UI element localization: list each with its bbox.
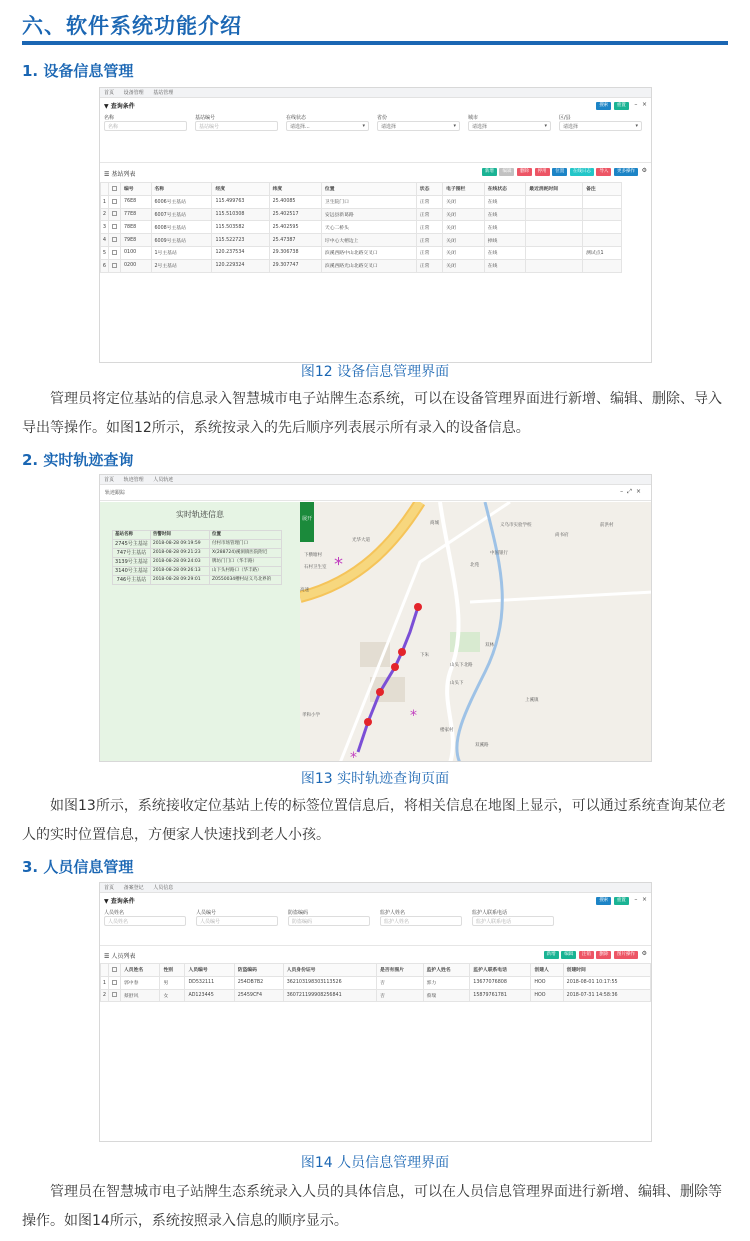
map-label: 下朱 — [420, 653, 429, 658]
list-icon: ☰ — [104, 953, 110, 960]
map-label: 上溪镇 — [525, 698, 539, 703]
breadcrumb-item[interactable]: 人员信息 — [153, 885, 174, 891]
col-header[interactable]: 编号 — [121, 183, 152, 196]
map-label: 光华大道 — [352, 538, 370, 543]
map-label: 下横塘村 — [304, 553, 322, 558]
table-cell: 卫生院门口 — [321, 195, 416, 208]
filter-label: 基站编号 — [195, 115, 216, 121]
filter-label: 监护人联系电话 — [472, 910, 508, 916]
row-checkbox[interactable] — [109, 195, 121, 208]
filter-label: 人员姓名 — [104, 910, 125, 916]
table-row[interactable] — [101, 195, 622, 208]
image-actions-button[interactable]: 图片操作 — [614, 951, 638, 959]
table-cell: 女 — [160, 989, 185, 1002]
map-label: 双溪路 — [475, 743, 489, 748]
filter-label: 城市 — [468, 115, 479, 121]
figure-12-screenshot — [99, 87, 652, 363]
filter-icon: ▼ — [104, 103, 109, 110]
table-cell: 6006号主基站 — [151, 195, 212, 208]
row-checkbox[interactable] — [109, 234, 121, 247]
table-cell: X(288724)溪洞镇医院附近 — [210, 549, 282, 558]
col-header[interactable]: 创建时间 — [563, 964, 650, 977]
filter-label: 人员编号 — [196, 910, 217, 916]
row-checkbox[interactable] — [109, 246, 121, 259]
row-number: 6 — [101, 259, 109, 272]
table-cell: HOO — [531, 989, 563, 1002]
name-input[interactable]: 名称 — [104, 121, 187, 131]
reset-button[interactable]: 重置 — [614, 102, 629, 110]
table-cell — [583, 208, 622, 221]
table-cell: 牌坊门门口（华丰路） — [210, 558, 282, 567]
table-cell: 1号主基站 — [151, 246, 212, 259]
table-cell: 25.40085 — [269, 195, 321, 208]
row-checkbox[interactable] — [109, 259, 121, 272]
table-row[interactable] — [101, 234, 622, 247]
table-cell: 2018-07-31 14:58:36 — [563, 989, 650, 1002]
figure-14-screenshot — [99, 882, 652, 1142]
table-cell: 蔡舒风 — [121, 989, 160, 1002]
col-header[interactable]: 监护人联系电话 — [470, 964, 531, 977]
breadcrumb-home[interactable]: 首页 — [104, 885, 115, 891]
svg-text:*: * — [410, 708, 417, 724]
col-header[interactable]: 状态 — [416, 183, 442, 196]
row-checkbox[interactable] — [109, 976, 121, 989]
col-header — [101, 183, 109, 196]
station-table — [100, 182, 622, 273]
table-cell: 6007号主基站 — [151, 208, 212, 221]
figure-13-caption: 图13 实时轨迹查询页面 — [300, 771, 450, 787]
table-cell: 关闭 — [443, 246, 485, 259]
table-cell: 否 — [376, 989, 423, 1002]
table-row[interactable] — [113, 576, 282, 585]
gear-icon[interactable]: ⚙ — [641, 167, 647, 174]
table-cell: 115.503582 — [212, 221, 269, 234]
table-cell: 掉线 — [484, 234, 526, 247]
map-label: 尚书府 — [555, 533, 569, 538]
delete-button[interactable]: 删除 — [517, 168, 532, 176]
row-checkbox[interactable] — [109, 208, 121, 221]
table-cell: 360721199908256841 — [283, 989, 376, 1002]
search-button[interactable]: 搜索 — [596, 897, 611, 905]
track-info-panel — [100, 502, 300, 762]
col-header[interactable]: 创建人 — [531, 964, 563, 977]
breadcrumb-item[interactable]: 基站管理 — [153, 90, 174, 96]
collapse-icon[interactable]: – — [634, 101, 638, 108]
svg-text:*: * — [334, 554, 343, 575]
map-label: 山头下 — [450, 681, 464, 686]
table-cell: 29.306738 — [269, 246, 321, 259]
table-cell: 254DB7B2 — [234, 976, 283, 989]
table-cell: 正常 — [416, 208, 442, 221]
guardian-name-input[interactable]: 监护人姓名 — [380, 916, 462, 926]
table-cell: 安远县新葛路 — [321, 208, 416, 221]
table-cell: 正常 — [416, 195, 442, 208]
table-row[interactable] — [113, 540, 282, 549]
row-number: 3140号主基站 — [113, 567, 151, 576]
paragraph-1: 管理员将定位基站的信息录入智慧城市电子站牌生态系统，可以在设备管理界面进行新增、编辑、删除、导入导出等操作。如图12所示，系统按录入的先后顺序列表展示所有录入的设备信息。 — [22, 391, 722, 436]
map-label: 双林 — [485, 643, 494, 648]
table-cell: 115.499763 — [212, 195, 269, 208]
close-icon[interactable]: × — [641, 896, 647, 903]
table-cell — [583, 221, 622, 234]
table-cell: 正常 — [416, 221, 442, 234]
table-cell: 2018-08-28 09:29:01 — [150, 576, 209, 585]
table-cell — [526, 208, 583, 221]
table-cell: 25.47387 — [269, 234, 321, 247]
table-cell: DD532111 — [185, 976, 234, 989]
filter-icon: ▼ — [104, 898, 109, 905]
table-cell: 0200 — [121, 259, 152, 272]
track-panel-title: 实时轨迹信息 — [176, 510, 224, 519]
section-divider — [22, 41, 728, 45]
table-cell: 2018-08-28 09:24:03 — [150, 558, 209, 567]
breadcrumb — [100, 883, 651, 893]
map-label: 石村卫生室 — [304, 565, 327, 570]
close-icon[interactable]: × — [641, 101, 647, 108]
col-header[interactable]: 经度 — [212, 183, 269, 196]
query-panel-title: ▼ 查询条件 — [104, 898, 135, 905]
table-cell: 0100 — [121, 246, 152, 259]
figure-14-caption: 图14 人员信息管理界面 — [300, 1155, 450, 1171]
edit-button[interactable]: 编辑 — [561, 951, 576, 959]
cancel-button[interactable]: 注销 — [579, 951, 594, 959]
svg-text:*: * — [350, 750, 357, 762]
table-cell: 在线 — [484, 221, 526, 234]
breadcrumb — [100, 475, 651, 485]
window-controls-icon[interactable]: –⤢× — [620, 488, 645, 495]
map-view[interactable] — [300, 502, 652, 762]
table-cell — [526, 195, 583, 208]
table-cell: 2018-08-28 09:21:23 — [150, 549, 209, 558]
filter-label: 名称 — [104, 115, 115, 121]
table-cell — [526, 221, 583, 234]
row-number: 2 — [101, 989, 109, 1002]
table-cell: 测试点1 — [583, 246, 622, 259]
table-cell: 在线 — [484, 208, 526, 221]
col-header[interactable]: 备注 — [583, 183, 622, 196]
table-cell: 2018-08-28 09:19:59 — [150, 540, 209, 549]
location-button[interactable]: 位置 — [552, 168, 567, 176]
person-code-input[interactable]: 人员编号 — [196, 916, 278, 926]
breadcrumb-home[interactable]: 首页 — [104, 477, 115, 483]
paragraph-2: 如图13所示，系统接收定位基站上传的标签位置信息后，将相关信息在地图上显示，可以通过系统查询某位老人的实时位置信息，方便家人快速找到老人小孩。 — [22, 798, 726, 843]
col-header: 基站名称 — [113, 531, 151, 540]
figure-13-screenshot — [99, 474, 652, 762]
table-cell: 关闭 — [443, 195, 485, 208]
breadcrumb — [100, 88, 651, 98]
track-table — [112, 530, 282, 585]
reset-button[interactable]: 重置 — [614, 897, 629, 905]
subsection-title-1: 1. 设备信息管理 — [22, 62, 134, 80]
table-cell — [526, 246, 583, 259]
gear-icon[interactable]: ⚙ — [641, 950, 647, 957]
map-label: 北苑 — [470, 563, 479, 568]
table-cell: 2018-08-01 10:17:55 — [563, 976, 650, 989]
antitheft-code-input[interactable]: 防盗编码 — [288, 916, 370, 926]
subsection-title-3: 3. 人员信息管理 — [22, 858, 134, 876]
table-cell — [583, 259, 622, 272]
search-button[interactable]: 搜索 — [596, 102, 611, 110]
select-all-checkbox[interactable] — [109, 964, 121, 977]
row-number: 1 — [101, 195, 109, 208]
table-cell: 正常 — [416, 246, 442, 259]
import-button[interactable]: 导入 — [596, 168, 611, 176]
col-header[interactable]: 位置 — [321, 183, 416, 196]
table-cell: AD123445 — [185, 989, 234, 1002]
table-row[interactable] — [101, 221, 622, 234]
row-checkbox[interactable] — [109, 989, 121, 1002]
row-number: 2745号主基站 — [113, 540, 151, 549]
table-cell: 关闭 — [443, 208, 485, 221]
table-cell: 正常 — [416, 234, 442, 247]
row-checkbox[interactable] — [109, 221, 121, 234]
table-cell: 362103198303113526 — [283, 976, 376, 989]
table-header — [101, 964, 651, 977]
filter-label: 防盗编码 — [288, 910, 309, 916]
map-label: 中国银行 — [490, 551, 508, 556]
table-cell: HOO — [531, 976, 563, 989]
subsection-title-2: 2. 实时轨迹查询 — [22, 451, 134, 469]
col-header[interactable]: 防盗编码 — [234, 964, 283, 977]
table-cell: 115.522723 — [212, 234, 269, 247]
table-cell: Z0550034槽村站义乌北界的 — [210, 576, 282, 585]
table-cell — [583, 234, 622, 247]
more-actions-button[interactable]: 更多操作 — [614, 168, 638, 176]
table-cell: 滨溪西路中山北路交叉口 — [321, 246, 416, 259]
table-cell: 78E8 — [121, 221, 152, 234]
table-cell: 滨溪西路光山北路交叉口 — [321, 259, 416, 272]
table-cell: 圩中心大榕边上 — [321, 234, 416, 247]
list-title: ☰ 人员列表 — [104, 953, 136, 960]
list-icon: ☰ — [104, 171, 110, 178]
row-number: 2 — [101, 208, 109, 221]
table-row[interactable] — [101, 989, 651, 1002]
table-row[interactable] — [101, 259, 622, 272]
table-cell: 在线 — [484, 195, 526, 208]
row-number: 5 — [101, 246, 109, 259]
map-label: 义乌市实验学校 — [500, 523, 532, 528]
table-row[interactable] — [101, 246, 622, 259]
table-cell: 79E8 — [121, 234, 152, 247]
disable-button[interactable]: 停用 — [535, 168, 550, 176]
table-cell: 男 — [160, 976, 185, 989]
table-cell: 在线 — [484, 246, 526, 259]
add-button[interactable]: 新增 — [482, 168, 497, 176]
breadcrumb-item[interactable]: 轨迹管理 — [123, 477, 144, 483]
table-row[interactable] — [113, 567, 282, 576]
table-cell: 否 — [376, 976, 423, 989]
row-number: 4 — [101, 234, 109, 247]
col-header[interactable]: 名称 — [151, 183, 212, 196]
filter-label: 监护人姓名 — [380, 910, 406, 916]
table-row[interactable] — [101, 208, 622, 221]
table-cell: 29.307747 — [269, 259, 321, 272]
table-cell: 关闭 — [443, 259, 485, 272]
map-label: 前洪村 — [600, 523, 614, 528]
row-number: 1 — [101, 976, 109, 989]
table-cell — [526, 259, 583, 272]
list-title: ☰ 基站列表 — [104, 171, 136, 178]
filter-label: 区/县 — [559, 115, 571, 121]
map-label: 山头下北路 — [450, 663, 473, 668]
section-title: 六、软件系统功能介绍 — [22, 14, 242, 38]
table-cell: 正常 — [416, 259, 442, 272]
map-label: 商城 — [430, 521, 439, 526]
table-row[interactable] — [113, 549, 282, 558]
province-select[interactable]: 请选择 ▾ — [377, 121, 460, 131]
breadcrumb-item[interactable]: 备案登记 — [123, 885, 144, 891]
col-header: 告警时间 — [150, 531, 209, 540]
col-header — [101, 964, 109, 977]
table-cell: 郭中春 — [121, 976, 160, 989]
col-header[interactable]: 人员姓名 — [121, 964, 160, 977]
table-cell: 76E8 — [121, 195, 152, 208]
breadcrumb-item[interactable]: 人员轨迹 — [153, 477, 174, 483]
col-header[interactable]: 最近消耗时间 — [526, 183, 583, 196]
person-table — [100, 963, 651, 1002]
col-header[interactable]: 人员身份证号 — [283, 964, 376, 977]
city-select[interactable]: 请选择 ▾ — [468, 121, 551, 131]
collapse-icon[interactable]: – — [634, 896, 638, 903]
col-header[interactable]: 电子围栏 — [443, 183, 485, 196]
row-number: 3 — [101, 221, 109, 234]
filter-label: 在线状态 — [286, 115, 307, 121]
select-all-checkbox[interactable] — [109, 183, 121, 196]
delete-button[interactable]: 删除 — [596, 951, 611, 959]
table-cell: 115.510308 — [212, 208, 269, 221]
table-cell: 25.402595 — [269, 221, 321, 234]
col-header: 位置 — [210, 531, 282, 540]
table-cell: 6008号主基站 — [151, 221, 212, 234]
table-cell: 13677076808 — [470, 976, 531, 989]
col-header[interactable]: 监护人姓名 — [423, 964, 470, 977]
map-label: 楼家村 — [440, 728, 454, 733]
col-header[interactable]: 人员编号 — [185, 964, 234, 977]
district-select[interactable]: 请选择 ▾ — [559, 121, 642, 131]
table-cell: 2018-08-28 09:26:13 — [150, 567, 209, 576]
table-cell: 山下头村路口（华丰路） — [210, 567, 282, 576]
expand-button[interactable]: 展开 — [302, 516, 313, 522]
col-header[interactable]: 在线状态 — [484, 183, 526, 196]
col-header[interactable]: 纬度 — [269, 183, 321, 196]
table-cell: 天心二桥头 — [321, 221, 416, 234]
table-row[interactable] — [113, 558, 282, 567]
table-row[interactable] — [101, 976, 651, 989]
table-header — [101, 183, 622, 196]
person-name-input[interactable]: 人员姓名 — [104, 916, 186, 926]
filter-label: 省份 — [377, 115, 388, 121]
paragraph-3: 管理员在智慧城市电子站牌生态系统录入人员的具体信息，可以在人员信息管理界面进行新增、编辑、删除等操作。如图14所示，系统按照录入信息的顺序显示。 — [22, 1184, 722, 1229]
table-cell: 120.229324 — [212, 259, 269, 272]
map-label: 孝和小学 — [302, 713, 320, 718]
table-cell: 蔡瑞 — [423, 989, 470, 1002]
table-cell: 关闭 — [443, 234, 485, 247]
online-status-select[interactable]: 请选择... ▾ — [286, 121, 369, 131]
col-header[interactable]: 是否有图片 — [376, 964, 423, 977]
row-number: 747号主基站 — [113, 549, 151, 558]
edit-button[interactable]: 编辑 — [499, 168, 514, 176]
tab-track[interactable]: 轨迹跟踪 — [105, 490, 126, 496]
add-button[interactable]: 新增 — [544, 951, 559, 959]
table-cell: 在线 — [484, 259, 526, 272]
station-code-input[interactable]: 基站编号 — [195, 121, 278, 131]
query-panel-title: ▼ 查询条件 — [104, 103, 135, 110]
table-cell: 付村市场管理门口 — [210, 540, 282, 549]
breadcrumb-item[interactable]: 设备管理 — [123, 90, 144, 96]
table-cell — [526, 234, 583, 247]
col-header[interactable]: 性别 — [160, 964, 185, 977]
row-number: 3139号主基站 — [113, 558, 151, 567]
figure-12-caption: 图12 设备信息管理界面 — [300, 364, 450, 380]
table-cell: 15879761781 — [470, 989, 531, 1002]
table-cell: 关闭 — [443, 221, 485, 234]
table-cell — [583, 195, 622, 208]
map-label: 高速 — [300, 588, 309, 593]
table-cell: 郭力 — [423, 976, 470, 989]
table-cell: 2号主基站 — [151, 259, 212, 272]
online-log-button[interactable]: 在线日志 — [570, 168, 594, 176]
row-number: 746号主基站 — [113, 576, 151, 585]
guardian-phone-input[interactable]: 监护人联系电话 — [472, 916, 554, 926]
table-cell: 77E8 — [121, 208, 152, 221]
table-cell: 25.402517 — [269, 208, 321, 221]
table-cell: 120.237534 — [212, 246, 269, 259]
table-cell: 25459CF4 — [234, 989, 283, 1002]
table-cell: 6009号主基站 — [151, 234, 212, 247]
breadcrumb-home[interactable]: 首页 — [104, 90, 115, 96]
